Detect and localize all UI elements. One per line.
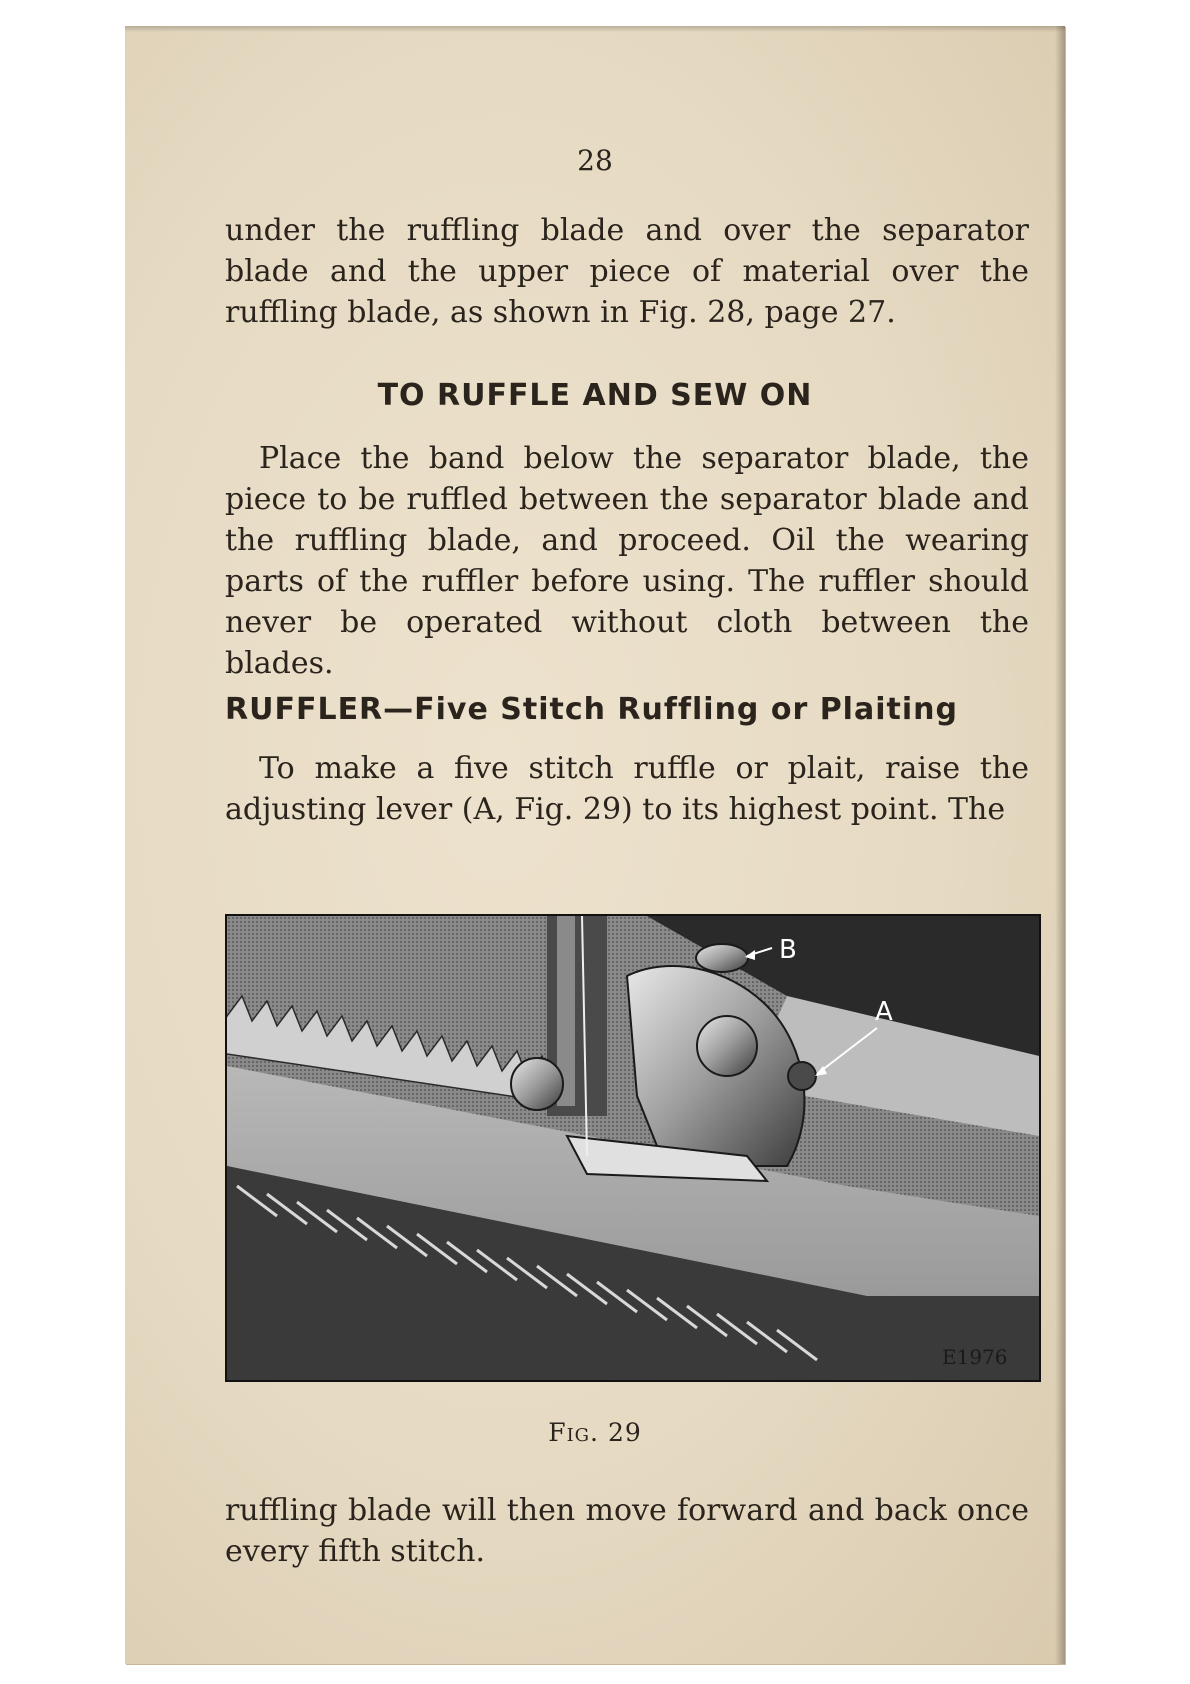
final-paragraph: ruffling blade will then move forward and back once every fifth stitch. [225, 1493, 1029, 1569]
figure-label-b: B [779, 935, 797, 965]
figure-caption: Fig. 29 [548, 1418, 642, 1447]
figure-label-a: A [875, 997, 893, 1027]
section-body-ruffle-and-sew: Place the band below the separator blade, the piece to be ruffled between the separator blade and the ruffling blade, and proceed. Oil the wearing parts of the ruffler before using. The ruffler should never be operated without cloth between the blades. [225, 441, 1029, 681]
section-heading-five-stitch: RUFFLER—Five Stitch Ruffling or Plaiting [225, 692, 958, 727]
page-top-shadow [125, 26, 1065, 32]
section-body-five-stitch: To make a five stitch ruffle or plait, raise the adjusting lever (A, Fig. 29) to its highest point. The [225, 751, 1029, 827]
figure-code: E1976 [942, 1345, 1008, 1369]
ruffler-photo [227, 916, 1039, 1380]
section-heading-ruffle-and-sew: TO RUFFLE AND SEW ON [377, 378, 813, 413]
continuation-paragraph: under the ruffling blade and over the separator blade and the upper piece of material over the ruffling blade, as shown in Fig. 28, page 27. [225, 213, 1029, 330]
page-number: 28 [577, 144, 613, 177]
figure-29-illustration [225, 914, 1041, 1382]
book-page [125, 26, 1065, 1664]
